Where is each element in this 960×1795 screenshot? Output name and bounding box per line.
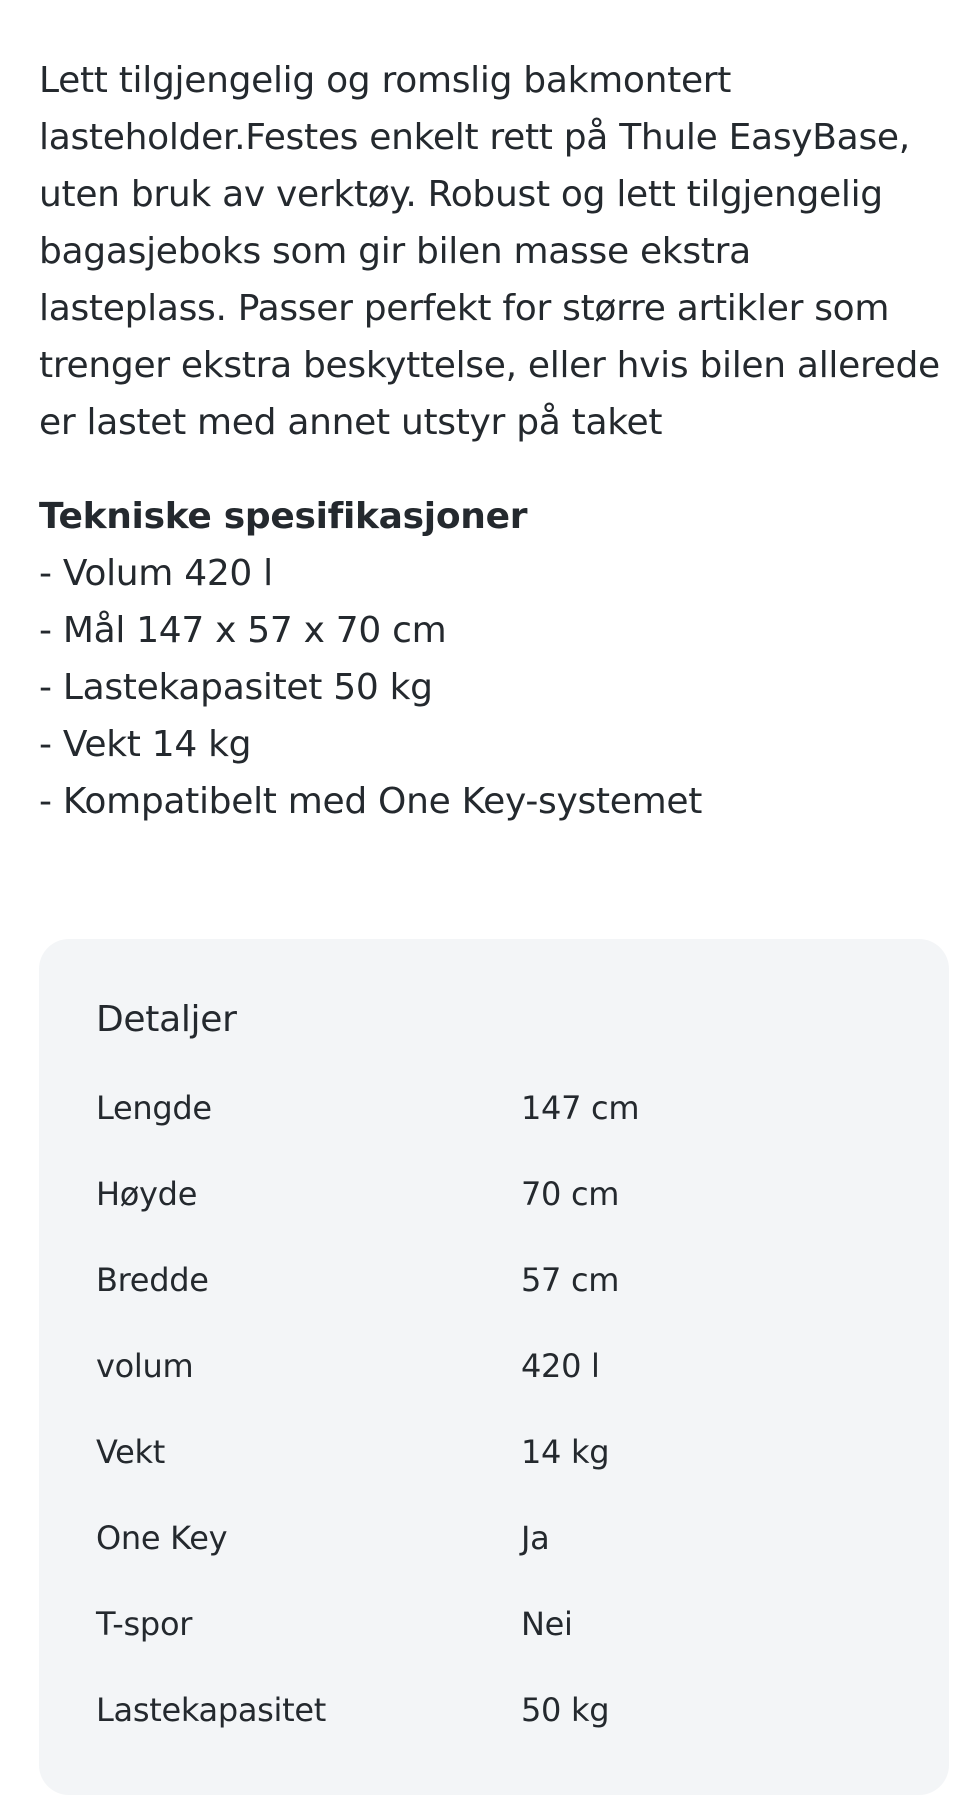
detail-value: 14 kg (521, 1433, 610, 1471)
details-title: Detaljer (96, 999, 237, 1040)
detail-label: Lastekapasitet (96, 1691, 326, 1729)
detail-value: 420 l (521, 1347, 600, 1385)
detail-value: 57 cm (521, 1261, 620, 1299)
spec-line-weight: - Vekt 14 kg (39, 724, 252, 765)
specs-title: Tekniske spesifikasjoner (39, 496, 528, 537)
detail-label: T-spor (96, 1605, 193, 1643)
detail-row-load-capacity (96, 1685, 916, 1735)
detail-label: Høyde (96, 1175, 198, 1213)
details-card (39, 939, 949, 1795)
detail-label: Bredde (96, 1261, 209, 1299)
detail-row-one-key (96, 1513, 916, 1563)
spec-line-one-key: - Kompatibelt med One Key-systemet (39, 781, 703, 822)
detail-label: volum (96, 1347, 194, 1385)
detail-value: Ja (521, 1519, 550, 1557)
detail-value: 70 cm (521, 1175, 620, 1213)
spec-line-load-capacity: - Lastekapasitet 50 kg (39, 667, 433, 708)
detail-label: Lengde (96, 1089, 212, 1127)
detail-label: Vekt (96, 1433, 165, 1471)
technical-specifications (39, 488, 939, 830)
detail-value: 147 cm (521, 1089, 640, 1127)
detail-row-weight (96, 1427, 916, 1477)
detail-label: One Key (96, 1519, 228, 1557)
detail-row-volume (96, 1341, 916, 1391)
detail-value: 50 kg (521, 1691, 610, 1729)
spec-line-dimensions: - Mål 147 x 57 x 70 cm (39, 610, 447, 651)
detail-row-t-track (96, 1599, 916, 1649)
product-description: Lett tilgjengelig og romslig bakmontert lasteholder.Festes enkelt rett på Thule EasyBase, uten bruk av verktøy. Robust og lett tilgjengelig bagasjeboks som gir bilen masse ekstra lasteplass. Passer perfekt for større artikler som trenger ekstra beskyttelse, eller hvis bilen allerede er lastet med annet utstyr på taket (39, 60, 940, 443)
detail-row-height (96, 1169, 916, 1219)
detail-value: Nei (521, 1605, 573, 1643)
spec-line-volume: - Volum 420 l (39, 553, 273, 594)
detail-row-length (96, 1083, 916, 1133)
detail-row-width (96, 1255, 916, 1305)
